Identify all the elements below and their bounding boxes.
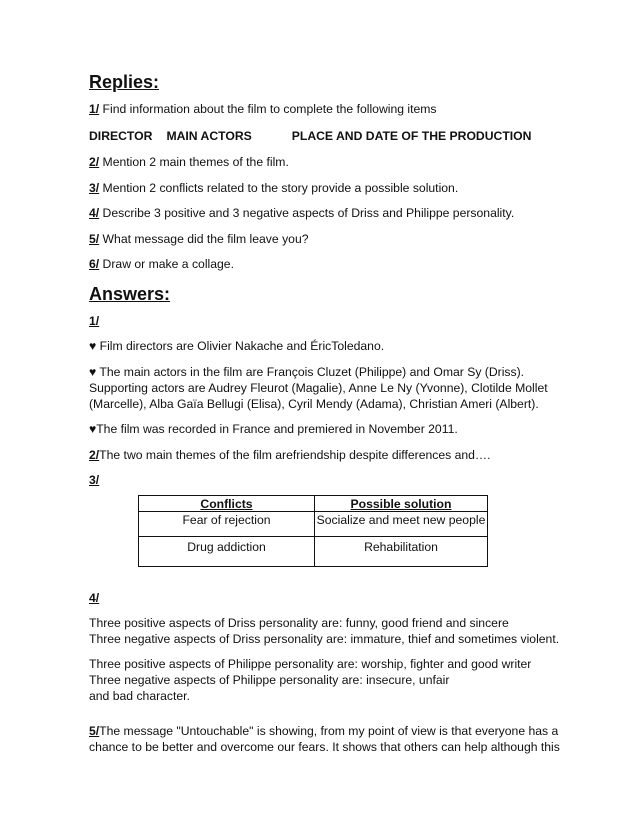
- answer-actors-line-2: Supporting actors are Audrey Fleurot (Magalie), Anne Le Ny (Yvonne), Clotilde Mollet: [89, 381, 548, 395]
- table-header-row: [139, 496, 488, 512]
- table-row: [139, 512, 488, 537]
- field-place-date: PLACE AND DATE OF THE PRODUCTION: [291, 129, 532, 143]
- driss-positive: Three positive aspects of Driss personality are: funny, good friend and sincere: [89, 616, 509, 630]
- answer-recorded: ♥The film was recorded in France and premiered in November 2011.: [89, 422, 458, 436]
- reply-text: Draw or make a collage.: [99, 257, 234, 271]
- info-fields: [89, 128, 531, 144]
- driss-negative: Three negative aspects of Driss personality are: immature, thief and sometimes violent.: [89, 632, 560, 646]
- answer-4-number: 4/: [89, 591, 100, 605]
- philippe-negative-line-2: and bad character.: [89, 689, 190, 703]
- table-cell: Drug addiction: [139, 537, 315, 567]
- reply-text: Find information about the film to complete the following items: [99, 102, 437, 116]
- answer-number: 2/: [89, 448, 100, 462]
- answer-5-line-2: chance to be better and overcome our fears. It shows that others can help although this: [89, 740, 560, 754]
- reply-text: Mention 2 main themes of the film.: [99, 155, 289, 169]
- answers-heading: Answers:: [89, 284, 171, 304]
- field-main-actors: MAIN ACTORS: [166, 129, 252, 143]
- reply-item-4: [89, 205, 514, 221]
- table-cell: Fear of rejection: [139, 512, 315, 537]
- answer-text: The two main themes of the film arefriendship despite differences and….: [99, 448, 491, 462]
- reply-item-5: [89, 231, 309, 247]
- conflicts-table: [138, 495, 488, 567]
- reply-item-6: [89, 256, 234, 272]
- answer-3-number: 3/: [89, 473, 100, 487]
- answer-2: [89, 447, 491, 463]
- answer-5-line-1: [89, 723, 558, 739]
- reply-item-2: [89, 154, 289, 170]
- header-possible-solution: Possible solution: [315, 496, 488, 512]
- reply-text: Describe 3 positive and 3 negative aspects of Driss and Philippe personality.: [99, 206, 515, 220]
- philippe-negative-line-1: Three negative aspects of Philippe personality are: insecure, unfair: [89, 673, 450, 687]
- reply-text: What message did the film leave you?: [99, 232, 309, 246]
- table-row: [139, 537, 488, 567]
- reply-number: 4/: [89, 206, 100, 220]
- reply-item-1: [89, 101, 437, 117]
- reply-item-3: [89, 180, 458, 196]
- answer-text: The message "Untouchable" is showing, from my point of view is that everyone has a: [99, 724, 559, 738]
- table-cell: Rehabilitation: [315, 537, 488, 567]
- replies-heading: Replies:: [89, 72, 160, 92]
- answer-number: 5/: [89, 724, 100, 738]
- header-conflicts: Conflicts: [139, 496, 315, 512]
- reply-number: 3/: [89, 181, 100, 195]
- field-director: DIRECTOR: [89, 129, 153, 143]
- answer-1-number: 1/: [89, 314, 100, 328]
- reply-number: 2/: [89, 155, 100, 169]
- reply-text: Mention 2 conflicts related to the story provide a possible solution.: [99, 181, 459, 195]
- answer-directors: ♥ Film directors are Olivier Nakache and ÉricToledano.: [89, 339, 385, 353]
- table-cell: Socialize and meet new people: [315, 512, 488, 537]
- philippe-positive: Three positive aspects of Philippe personality are: worship, fighter and good writer: [89, 657, 532, 671]
- reply-number: 5/: [89, 232, 100, 246]
- answer-actors-line-1: ♥ The main actors in the film are François Cluzet (Philippe) and Omar Sy (Driss).: [89, 365, 525, 379]
- reply-number: 6/: [89, 257, 100, 271]
- reply-number: 1/: [89, 102, 100, 116]
- answer-actors-line-3: (Marcelle), Alba Gaïa Bellugi (Elisa), Cyril Mendy (Adama), Christian Ameri (Albert).: [89, 397, 539, 411]
